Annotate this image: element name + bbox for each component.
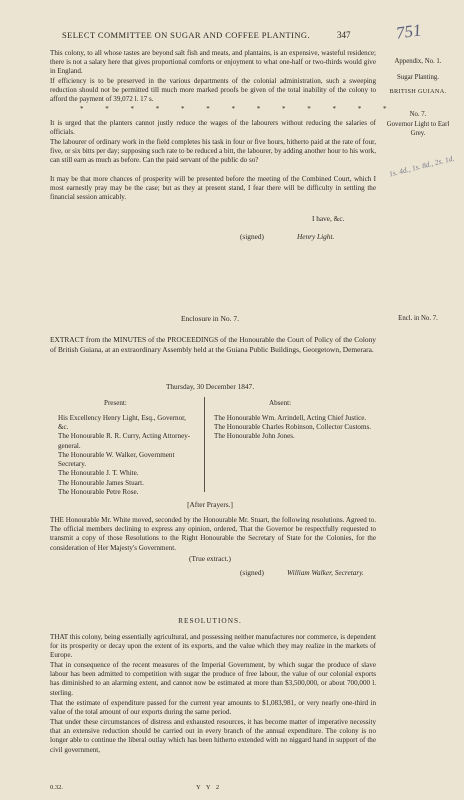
resolution-3: That the estimate of expenditure passed for the current year amounts to $1,083,981, or very nearly one-third in value of the total amount of our exports during the same period.	[50, 699, 376, 717]
margin-governor: Governor Light to Earl Grey.	[386, 121, 450, 138]
margin-appendix: Appendix, No. 1.	[394, 58, 442, 65]
running-header: SELECT COMMITTEE ON SUGAR AND COFFEE PLANTING.	[62, 30, 310, 40]
present-heading: Present:	[104, 399, 127, 407]
resolutions-heading: RESOLUTIONS.	[178, 616, 242, 625]
absent-member: The Honourable Wm. Arrindell, Acting Chief Justice.	[214, 414, 367, 422]
absent-heading: Absent:	[269, 399, 292, 407]
absent-member: The Honourable Charles Robinson, Collector Customs.	[214, 423, 372, 432]
asterisk-break: * * * * * * * * * * * * *	[80, 105, 397, 113]
signed-label: (signed)	[240, 232, 264, 241]
present-member: The Honourable R. R. Curry, Acting Attorney-general.	[58, 432, 191, 450]
present-member: His Excellency Henry Light, Esq., Governor, &c.	[58, 414, 186, 432]
present-list	[58, 414, 198, 497]
true-extract: (True extract.)	[189, 554, 231, 563]
present-member: The Honourable J. T. White.	[58, 469, 139, 478]
paragraph-4: The labourer of ordinary work in the field completes his task in four or five hours, hitherto paid at the rate of four, five, or six bitts per day; supposing such rate to be reduced a bitt, the labourer, by adding another hour to his work, can still earn as much as before. Can the paid servant of the public do so?	[50, 138, 376, 165]
margin-enclosure: Encl. in No. 7.	[398, 315, 438, 322]
extract-paragraph: EXTRACT from the MINUTES of the PROCEEDINGS of the Honourable the Court of Policy of the Colony of British Guiana, at an extraordinary Assembly held at the Guiana Public Buildings, Georgetown, Demerara.	[50, 335, 376, 354]
margin-no7: No. 7.	[409, 111, 427, 118]
enclosure-heading: Enclosure in No. 7.	[180, 314, 240, 323]
paragraph-3: It is urged that the planters cannot justly reduce the wages of the labourers without reducing the salaries of officials.	[50, 119, 376, 137]
footer-signature: Y Y 2	[196, 784, 222, 791]
present-member: The Honourable Petre Rose.	[58, 487, 139, 496]
signed-name: Henry Light.	[297, 232, 335, 241]
footer-code: 0.32.	[50, 784, 63, 791]
paragraph-2: If efficiency is to be preserved in the various departments of the colonial administration, such a sweeping reduction should not be permitted till much more marked proofs be given of the total inability of the colony to afford the payment of 39,072 l. 17 s.	[50, 77, 376, 104]
signed2-name: William Walker, Secretary.	[287, 568, 364, 577]
signed2-label: (signed)	[240, 568, 264, 577]
handwritten-number: 751	[394, 20, 423, 43]
paragraph-1: This colony, to all whose tastes are beyond salt fish and meats, and plantains, is an expensive, wasteful residence; there is not a salary here that gives proportional comforts or enjoyment to what one-half or two-thirds would give in England.	[50, 49, 376, 76]
margin-british-guiana: BRITISH GUIANA.	[389, 88, 447, 95]
page-number: 347	[337, 30, 351, 40]
paragraph-5: It may be that more chances of prosperity will be presented before the meeting of the Combined Court, which I most earnestly pray may be the case; but as they at present stand, I fear there will be difficulty in settling the financial session amicably.	[50, 175, 376, 202]
resolution-4: That under these circumstances of distress and exhausted resources, it has become matter of imperative necessity that an extensive reduction should be carried out in every branch of the annual expenditure. The colony is no longer able to continue the liberal outlay which has been hitherto extended with no niggard hand in support of the civil government,	[50, 718, 376, 754]
present-member: The Honourable James Stuart.	[58, 478, 144, 487]
motion-paragraph: THE Honourable Mr. White moved, seconded by the Honourable Mr. Stuart, the following resolutions. Agreed to. The official members declining to express any opinion, ordered, That the Governor be respectfully requested to transmit a copy of those Resolutions to the Right Honourable the Secretary of State for the Colonies, for the consideration of Her Majesty's Government.	[50, 516, 376, 552]
absent-member: The Honourable John Jones.	[214, 432, 295, 441]
resolution-1: THAT this colony, being essentially agricultural, and possessing neither manufactures nor commerce, is dependent for its prosperity or decay upon the extent of its exports, and the value which they may realize in the markets of Europe.	[50, 633, 376, 660]
closing: I have, &c.	[312, 214, 345, 223]
resolution-2: That in consequence of the recent measures of the Imperial Government, by which sugar the produce of slave labour has been admitted to competition with sugar the produce of free labour, the value of our colonial exports has diminished to an alarming extent, and cannot now be estimated at more than $3,500,000, or about 700,000 l. sterling.	[50, 661, 376, 697]
margin-sugar-planting: Sugar Planting.	[397, 74, 439, 81]
absent-list	[214, 414, 372, 442]
column-divider	[204, 397, 205, 492]
meeting-date: Thursday, 30 December 1847.	[165, 382, 255, 391]
after-prayers: [After Prayers.]	[187, 500, 233, 509]
pencil-note: 1s. 4d., 1s. 8d., 2s. 1d.	[388, 153, 456, 179]
present-member: The Honourable W. Walker, Government Secretary.	[58, 450, 175, 469]
